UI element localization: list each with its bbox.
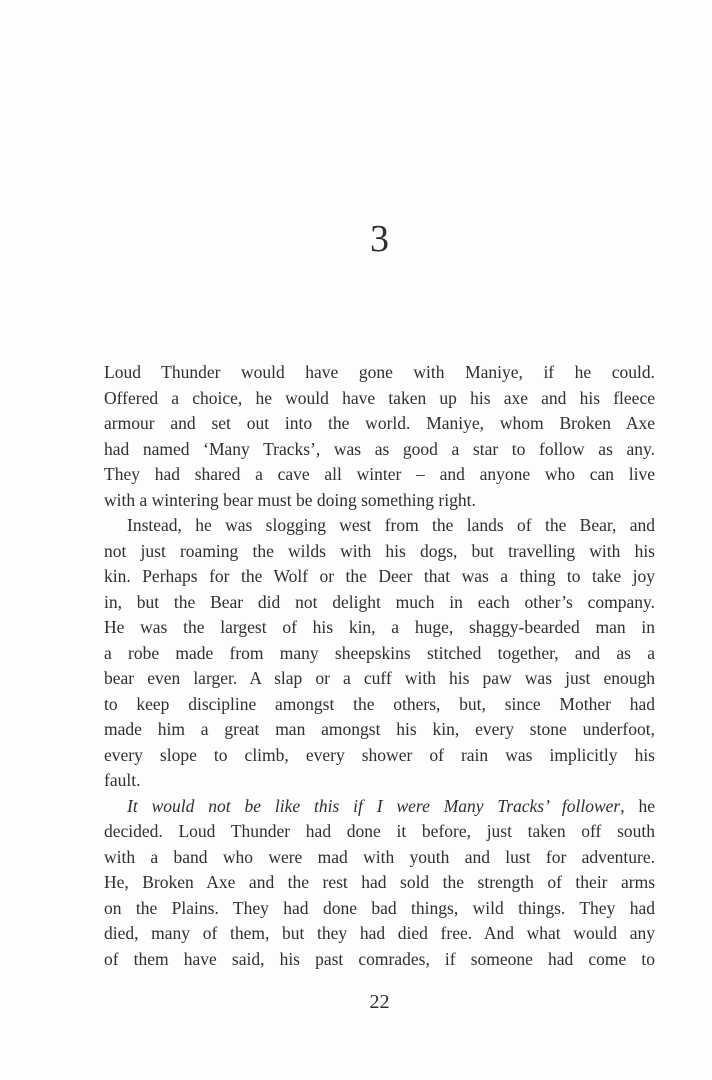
text-line [104,896,655,922]
text-segment: fault. [104,770,141,790]
text-segment: bear even larger. A slap or a cuff with his paw was just enough [104,668,655,688]
text-segment: died, many of them, but they had died free. And what would any [104,923,655,943]
text-segment: They had shared a cave all winter – and anyone who can live [104,464,655,484]
text-line [104,564,655,590]
text-line [104,666,655,692]
text-line [104,488,655,514]
text-line [104,768,655,794]
text-line [104,386,655,412]
text-segment: , he [620,795,655,816]
chapter-number: 3 [370,218,389,260]
text-segment: of them have said, his past comrades, if someone had come to [104,948,655,969]
text-line [104,462,655,488]
text-line [104,513,655,539]
text-segment: kin. Perhaps for the Wolf or the Deer that was a thing to take joy [104,566,655,586]
text-line [104,641,655,667]
italic-text-segment: It would not be like this if I were Many Tracks’ follower [127,795,621,816]
text-segment: not just roaming the wilds with his dogs, but travelling with his [104,540,655,561]
text-segment: Offered a choice, he would have taken up his axe and his fleece [104,387,655,408]
text-line [104,947,655,973]
page-number: 22 [369,991,390,1013]
text-line [104,590,655,616]
text-segment: made him a great man amongst his kin, every stone underfoot, [104,719,655,739]
text-line [104,360,655,386]
text-segment: on the Plains. They had done bad things, wild things. They had [104,897,655,918]
text-segment: with a band who were mad with youth and lust for adventure. [104,846,655,867]
text-line [104,411,655,437]
text-line [104,794,655,820]
text-line [104,717,655,743]
text-segment: with a wintering bear must be doing something right. [104,489,476,510]
text-line [104,845,655,871]
text-line [104,692,655,718]
text-segment: had named ‘Many Tracks’, was as good a star to follow as any. [104,438,655,459]
text-segment: He, Broken Axe and the rest had sold the strength of their arms [104,872,655,892]
text-line [104,870,655,896]
text-segment: decided. Loud Thunder had done it before, just taken off south [104,821,655,841]
text-line [104,615,655,641]
text-segment: Instead, he was slogging west from the lands of the Bear, and [127,515,655,535]
text-segment: in, but the Bear did not delight much in each other’s company. [104,591,655,612]
text-segment: He was the largest of his kin, a huge, shaggy-bearded man in [104,617,655,637]
text-line [104,539,655,565]
text-segment: every slope to climb, every shower of rain was implicitly his [104,744,655,765]
text-line [104,437,655,463]
text-segment: a robe made from many sheepskins stitched together, and as a [104,642,655,663]
text-line [104,921,655,947]
body-text [104,360,655,972]
text-segment: Loud Thunder would have gone with Maniye, if he could. [104,362,655,382]
text-segment: armour and set out into the world. Maniye, whom Broken Axe [104,413,655,433]
text-segment: to keep discipline amongst the others, but, since Mother had [104,693,655,714]
text-line [104,819,655,845]
text-line [104,743,655,769]
